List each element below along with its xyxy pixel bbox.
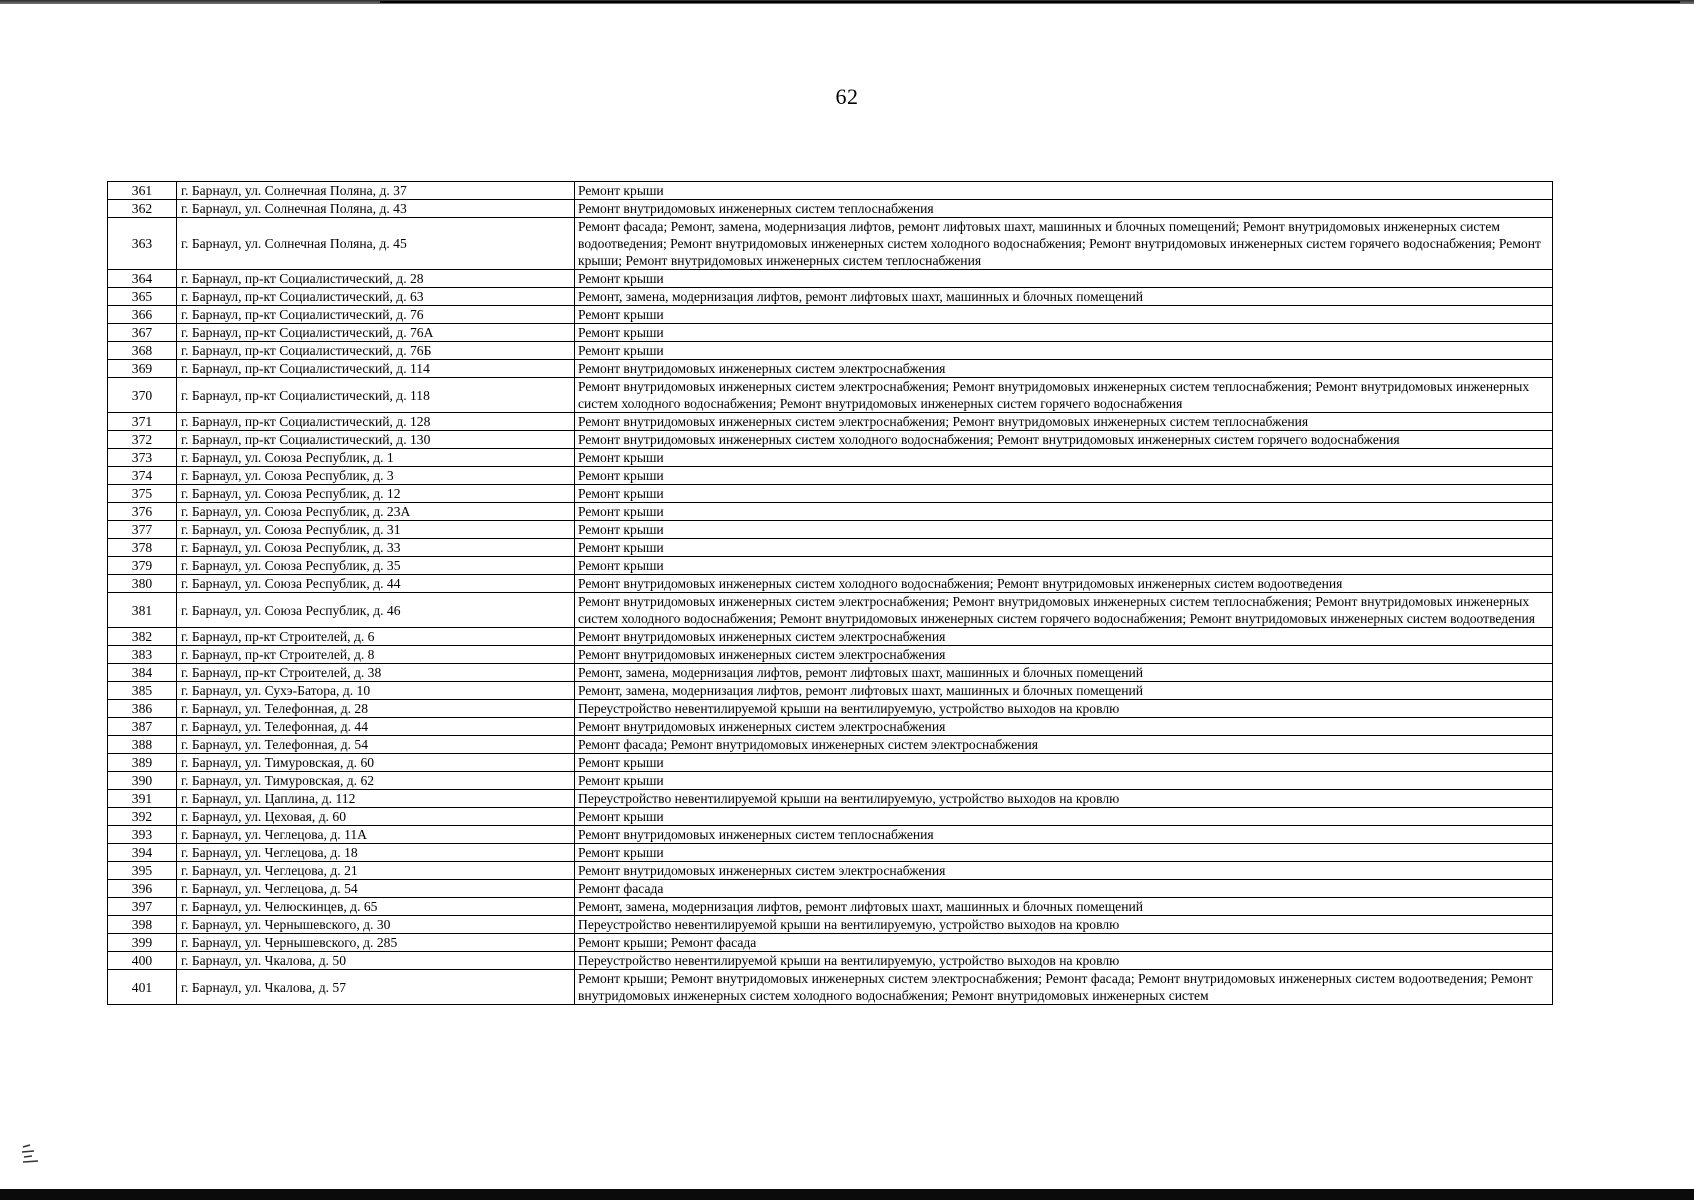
table-row [108,467,1553,485]
row-address: г. Барнаул, ул. Чкалова, д. 50 [177,952,575,970]
row-number: 386 [108,700,177,718]
row-number: 381 [108,593,177,628]
table-row [108,844,1553,862]
row-address: г. Барнаул, ул. Телефонная, д. 44 [177,718,575,736]
table-row [108,342,1553,360]
row-address: г. Барнаул, ул. Солнечная Поляна, д. 45 [177,218,575,270]
row-work-types: Ремонт внутридомовых инженерных систем электроснабжения [575,628,1553,646]
table-row [108,934,1553,952]
table-row [108,270,1553,288]
row-work-types: Ремонт крыши [575,467,1553,485]
row-number: 369 [108,360,177,378]
row-number: 382 [108,628,177,646]
row-address: г. Барнаул, пр-кт Социалистический, д. 76А [177,324,575,342]
table-row [108,808,1553,826]
row-number: 376 [108,503,177,521]
row-address: г. Барнаул, пр-кт Социалистический, д. 63 [177,288,575,306]
row-number: 392 [108,808,177,826]
table-row [108,503,1553,521]
row-work-types: Ремонт внутридомовых инженерных систем электроснабжения; Ремонт внутридомовых инженерных систем теплоснабжения; Ремонт внутридомовых инженерных систем холодного водоснабжения; Ремонт внутридомовых инженерных систем горячего водоснабжения [575,378,1553,413]
row-work-types: Ремонт фасада; Ремонт внутридомовых инженерных систем электроснабжения [575,736,1553,754]
row-number: 377 [108,521,177,539]
row-address: г. Барнаул, пр-кт Социалистический, д. 76Б [177,342,575,360]
row-address: г. Барнаул, ул. Чернышевского, д. 30 [177,916,575,934]
row-address: г. Барнаул, пр-кт Строителей, д. 6 [177,628,575,646]
row-work-types: Ремонт внутридомовых инженерных систем электроснабжения [575,862,1553,880]
row-address: г. Барнаул, пр-кт Социалистический, д. 114 [177,360,575,378]
works-table-container [107,181,1552,1005]
row-address: г. Барнаул, ул. Союза Республик, д. 46 [177,593,575,628]
table-row [108,970,1553,1005]
row-work-types: Ремонт крыши [575,557,1553,575]
row-number: 363 [108,218,177,270]
row-number: 389 [108,754,177,772]
table-row [108,182,1553,200]
row-address: г. Барнаул, ул. Союза Республик, д. 12 [177,485,575,503]
row-address: г. Барнаул, ул. Телефонная, д. 54 [177,736,575,754]
row-number: 390 [108,772,177,790]
row-work-types: Ремонт внутридомовых инженерных систем электроснабжения; Ремонт внутридомовых инженерных систем теплоснабжения; Ремонт внутридомовых инженерных систем холодного водоснабжения; Ремонт внутридомовых инженерных систем горячего водоснабжения; Ремонт внутридомовых инженерных систем водоотведения [575,593,1553,628]
row-number: 365 [108,288,177,306]
row-work-types: Ремонт внутридомовых инженерных систем электроснабжения; Ремонт внутридомовых инженерных систем теплоснабжения [575,413,1553,431]
table-row [108,200,1553,218]
row-number: 401 [108,970,177,1005]
row-address: г. Барнаул, ул. Союза Республик, д. 31 [177,521,575,539]
row-work-types: Ремонт крыши [575,539,1553,557]
table-row [108,916,1553,934]
row-work-types: Ремонт внутридомовых инженерных систем теплоснабжения [575,200,1553,218]
row-work-types: Ремонт, замена, модернизация лифтов, ремонт лифтовых шахт, машинных и блочных помещений [575,664,1553,682]
row-number: 367 [108,324,177,342]
row-address: г. Барнаул, пр-кт Социалистический, д. 118 [177,378,575,413]
table-row [108,826,1553,844]
row-number: 370 [108,378,177,413]
row-address: г. Барнаул, ул. Цаплина, д. 112 [177,790,575,808]
row-address: г. Барнаул, пр-кт Социалистический, д. 130 [177,431,575,449]
table-row [108,324,1553,342]
scan-artifact-mark [20,1143,42,1165]
row-number: 397 [108,898,177,916]
row-address: г. Барнаул, ул. Цеховая, д. 60 [177,808,575,826]
row-work-types: Переустройство невентилируемой крыши на вентилируемую, устройство выходов на кровлю [575,952,1553,970]
row-work-types: Ремонт крыши [575,324,1553,342]
table-row [108,593,1553,628]
table-row [108,700,1553,718]
row-address: г. Барнаул, пр-кт Социалистический, д. 76 [177,306,575,324]
table-row [108,521,1553,539]
row-address: г. Барнаул, ул. Тимуровская, д. 60 [177,754,575,772]
row-number: 394 [108,844,177,862]
row-address: г. Барнаул, пр-кт Социалистический, д. 28 [177,270,575,288]
row-work-types: Ремонт внутридомовых инженерных систем холодного водоснабжения; Ремонт внутридомовых инженерных систем водоотведения [575,575,1553,593]
row-address: г. Барнаул, ул. Союза Республик, д. 33 [177,539,575,557]
row-number: 395 [108,862,177,880]
table-row [108,431,1553,449]
row-number: 396 [108,880,177,898]
table-row [108,862,1553,880]
table-row [108,880,1553,898]
table-row [108,485,1553,503]
row-work-types: Ремонт внутридомовых инженерных систем электроснабжения [575,718,1553,736]
row-number: 374 [108,467,177,485]
table-row [108,413,1553,431]
row-address: г. Барнаул, ул. Союза Республик, д. 23А [177,503,575,521]
scan-bottom-edge [0,1189,1694,1200]
row-number: 361 [108,182,177,200]
table-row [108,682,1553,700]
page-number: 62 [835,84,859,109]
row-work-types: Ремонт крыши [575,844,1553,862]
row-number: 391 [108,790,177,808]
row-address: г. Барнаул, ул. Чернышевского, д. 285 [177,934,575,952]
table-row [108,736,1553,754]
row-address: г. Барнаул, ул. Чеглецова, д. 21 [177,862,575,880]
table-row [108,575,1553,593]
row-address: г. Барнаул, ул. Сухэ-Батора, д. 10 [177,682,575,700]
table-row [108,539,1553,557]
row-address: г. Барнаул, ул. Телефонная, д. 28 [177,700,575,718]
row-number: 380 [108,575,177,593]
table-row [108,718,1553,736]
row-number: 375 [108,485,177,503]
row-address: г. Барнаул, ул. Чеглецова, д. 18 [177,844,575,862]
row-number: 379 [108,557,177,575]
row-work-types: Ремонт, замена, модернизация лифтов, ремонт лифтовых шахт, машинных и блочных помещений [575,898,1553,916]
row-work-types: Переустройство невентилируемой крыши на вентилируемую, устройство выходов на кровлю [575,790,1553,808]
row-work-types: Ремонт крыши [575,503,1553,521]
table-row [108,898,1553,916]
row-work-types: Ремонт крыши; Ремонт фасада [575,934,1553,952]
row-number: 368 [108,342,177,360]
row-work-types: Ремонт крыши [575,521,1553,539]
row-work-types: Ремонт внутридомовых инженерных систем теплоснабжения [575,826,1553,844]
table-row [108,790,1553,808]
row-number: 385 [108,682,177,700]
table-row [108,664,1553,682]
row-work-types: Ремонт крыши [575,485,1553,503]
row-work-types: Ремонт крыши [575,182,1553,200]
row-number: 378 [108,539,177,557]
row-number: 388 [108,736,177,754]
row-address: г. Барнаул, ул. Чкалова, д. 57 [177,970,575,1005]
table-row [108,646,1553,664]
row-work-types: Ремонт крыши [575,270,1553,288]
row-work-types: Ремонт крыши [575,449,1553,467]
row-address: г. Барнаул, ул. Солнечная Поляна, д. 37 [177,182,575,200]
row-work-types: Переустройство невентилируемой крыши на вентилируемую, устройство выходов на кровлю [575,700,1553,718]
row-address: г. Барнаул, пр-кт Социалистический, д. 128 [177,413,575,431]
row-address: г. Барнаул, ул. Солнечная Поляна, д. 43 [177,200,575,218]
row-number: 387 [108,718,177,736]
row-address: г. Барнаул, ул. Союза Республик, д. 44 [177,575,575,593]
row-address: г. Барнаул, ул. Союза Республик, д. 1 [177,449,575,467]
row-work-types: Ремонт крыши [575,808,1553,826]
row-number: 366 [108,306,177,324]
row-work-types: Ремонт фасада; Ремонт, замена, модернизация лифтов, ремонт лифтовых шахт, машинных и блочных помещений; Ремонт внутридомовых инженерных систем водоотведения; Ремонт внутридомовых инженерных систем холодного водоснабжения; Ремонт внутридомовых инженерных систем горячего водоснабжения; Ремонт крыши; Ремонт внутридомовых инженерных систем теплоснабжения [575,218,1553,270]
row-work-types: Ремонт крыши; Ремонт внутридомовых инженерных систем электроснабжения; Ремонт фасада; Ремонт внутридомовых инженерных систем водоотведения; Ремонт внутридомовых инженерных систем холодного водоснабжения; Ремонт внутридомовых инженерных систем [575,970,1553,1005]
works-table [107,181,1553,1005]
row-work-types: Ремонт крыши [575,772,1553,790]
row-number: 393 [108,826,177,844]
table-row [108,754,1553,772]
row-number: 399 [108,934,177,952]
table-row [108,772,1553,790]
row-work-types: Ремонт внутридомовых инженерных систем холодного водоснабжения; Ремонт внутридомовых инженерных систем горячего водоснабжения [575,431,1553,449]
row-number: 371 [108,413,177,431]
row-work-types: Ремонт фасада [575,880,1553,898]
row-number: 364 [108,270,177,288]
row-address: г. Барнаул, пр-кт Строителей, д. 8 [177,646,575,664]
row-address: г. Барнаул, ул. Союза Республик, д. 35 [177,557,575,575]
row-work-types: Ремонт крыши [575,306,1553,324]
row-address: г. Барнаул, пр-кт Строителей, д. 38 [177,664,575,682]
row-work-types: Ремонт крыши [575,754,1553,772]
row-work-types: Ремонт, замена, модернизация лифтов, ремонт лифтовых шахт, машинных и блочных помещений [575,288,1553,306]
table-row [108,628,1553,646]
table-row [108,952,1553,970]
table-row [108,449,1553,467]
row-number: 373 [108,449,177,467]
row-number: 383 [108,646,177,664]
row-work-types: Ремонт внутридомовых инженерных систем электроснабжения [575,360,1553,378]
table-row [108,218,1553,270]
row-address: г. Барнаул, ул. Челюскинцев, д. 65 [177,898,575,916]
row-work-types: Ремонт внутридомовых инженерных систем электроснабжения [575,646,1553,664]
row-work-types: Переустройство невентилируемой крыши на вентилируемую, устройство выходов на кровлю [575,916,1553,934]
table-row [108,557,1553,575]
scan-top-rule [380,1,1680,3]
table-row [108,378,1553,413]
row-work-types: Ремонт, замена, модернизация лифтов, ремонт лифтовых шахт, машинных и блочных помещений [575,682,1553,700]
row-number: 384 [108,664,177,682]
table-row [108,360,1553,378]
row-address: г. Барнаул, ул. Тимуровская, д. 62 [177,772,575,790]
row-work-types: Ремонт крыши [575,342,1553,360]
works-table-body [108,182,1553,1005]
row-address: г. Барнаул, ул. Чеглецова, д. 54 [177,880,575,898]
table-row [108,288,1553,306]
row-number: 372 [108,431,177,449]
row-number: 400 [108,952,177,970]
row-address: г. Барнаул, ул. Союза Республик, д. 3 [177,467,575,485]
row-number: 362 [108,200,177,218]
table-row [108,306,1553,324]
row-number: 398 [108,916,177,934]
row-address: г. Барнаул, ул. Чеглецова, д. 11А [177,826,575,844]
